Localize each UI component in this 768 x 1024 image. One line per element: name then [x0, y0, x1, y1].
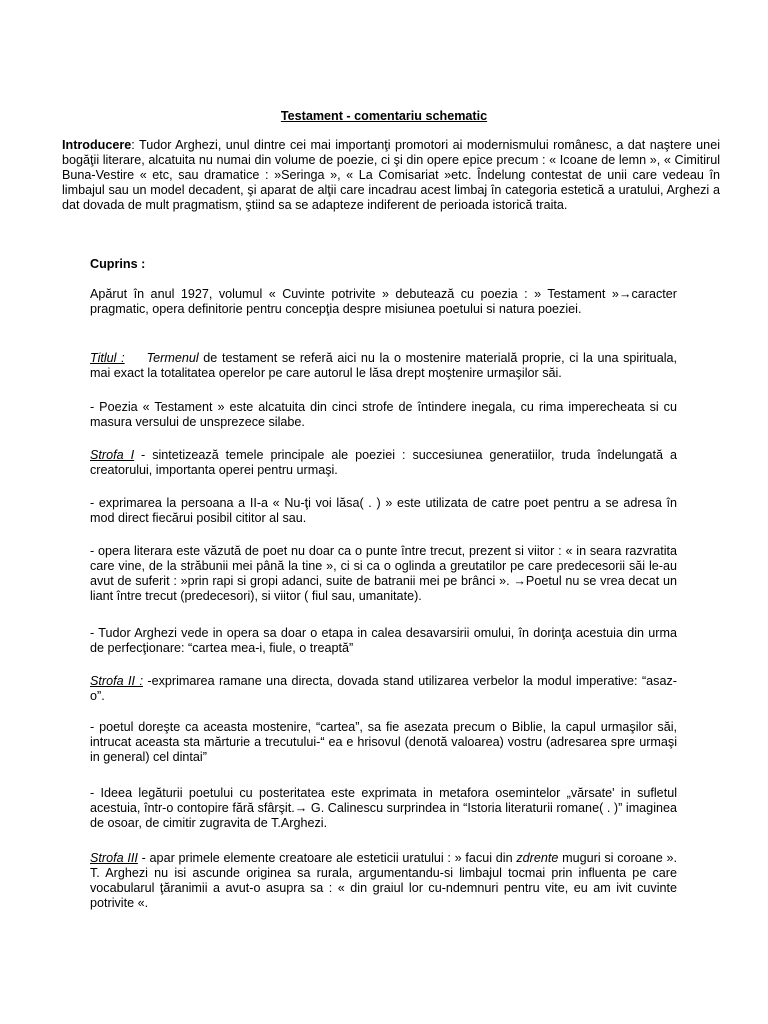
paragraph-step: - Tudor Arghezi vede in opera sa doar o etapa in calea desavarsirii omului, în dorinţa acestuia din urma de perfecţionare: “cartea mea-i, fiule, o treaptă”	[90, 626, 677, 655]
intro-label: Introducere	[62, 138, 132, 152]
strofa-1-text: - sintetizează temele principale ale poeziei : succesiunea generatiilor, truda îndelungată a creatorului, importanta operei pentru urmaşi.	[90, 448, 677, 477]
paragraph-title	[90, 351, 677, 381]
paragraph-address: - exprimarea la persoana a II-a « Nu-ţi voi lăsa( . ) » este utilizata de catre poet pentru a se adresa în mod direct fiecărui posibil cititor al sau.	[90, 496, 677, 525]
document-title: Testament - comentariu schematic	[280, 109, 488, 123]
title-italic: Termenul	[146, 351, 199, 365]
intro-text: : Tudor Arghezi, unul dintre cei mai importanţi promotori ai modernismului românesc, a dat naştere unei bogăţii literare, alcatuita nu numai din volume de poezie, ci şi din opere epice precum : « Icoane de lemn », « Cimitirul Buna-Vestire « etc, sau dramatice : »Seringa », « La Comisariat »etc. Îndelung contestat de unii care vedeau în limbajul sau un model decadent, şi aparat de alţii care incadrau acest limbaj în categoria estetică a uratului, Arghezi a dat dovada de mult pragmatism, ştiind sa se adapteze indiferent de perioada istorică traita.	[62, 138, 720, 212]
paragraph-strofa-2	[90, 674, 677, 704]
strofa-3-italic: zdrente	[516, 851, 559, 865]
title-label: Titlul :	[90, 351, 125, 365]
intro-paragraph	[62, 138, 720, 213]
paragraph-strofa-1	[90, 448, 677, 478]
strofa-3-label: Strofa III	[90, 851, 138, 865]
strofa-3-text-b: muguri si coroane ». T. Arghezi nu isi ascunde originea sa rurala, argumentandu-si limbajul tocmai prin influenta pe care vocabularul ţăranimii a avut-o asupra sa : « din graiul lor cu-ndemnuri pentru vite, eu am ivit cuvinte potrivite «.	[90, 851, 677, 910]
strofa-2-label: Strofa II :	[90, 674, 143, 688]
paragraph-bridge: - opera literara este văzută de poet nu doar ca o punte între trecut, prezent si viitor : « in seara razvratita care vine, de la străbunii mei până la tine », ci si ca o oglinda a greutatilor pe care predecesorii săi le-au avut de suferit : »prin rapi si gropi adanci, suite de batranii mei pe brânci ». →Poetul nu se vrea decat un liant între trecut (predecesori), si viitor ( fiul sau, umanitate).	[90, 544, 677, 603]
strofa-3-text-a: - apar primele elemente creatoare ale esteticii uratului : » facui din	[137, 851, 517, 865]
cuprins-heading: Cuprins :	[90, 257, 146, 271]
paragraph-bible: - poetul doreşte ca aceasta mostenire, “cartea”, sa fie asezata precum o Biblie, la capul urmaşilor săi, intrucat aceasta sta mărturie a trecutului-“ ea e hrisovul (denotă valoarea) vostru (adresarea spre urmaşi in general) cel dintai”	[90, 720, 677, 764]
title-text: de testament se referă aici nu la o mostenire materială proprie, ci la una spirituala, mai exact la totalitatea operelor pe care autorul le lăsa drept moştenire urmaşilor săi.	[90, 351, 677, 380]
strofa-1-label: Strofa I	[90, 448, 135, 462]
strofa-2-text: -exprimarea ramane una directa, dovada stand utilizarea verbelor la modul imperative: “asaz-o”.	[90, 674, 677, 703]
paragraph-strofa-3	[90, 851, 677, 911]
paragraph-structure: - Poezia « Testament » este alcatuita din cinci strofe de întindere inegala, cu rima imperecheata si cu masura versului de unsprezece silabe.	[90, 400, 677, 429]
paragraph-volume: Apărut în anul 1927, volumul « Cuvinte potrivite » debutează cu poezia : » Testament »→caracter pragmatic, opera definitorie pentru concepţia despre misiunea poetului si natura poeziei.	[90, 287, 677, 316]
paragraph-bones: - Ideea legăturii poetului cu posteritatea este exprimata in metafora osemintelor „vărsate' in sufletul acestuia, într-o contopire fără sfârşit.→ G. Calinescu surprindea in “Istoria literaturii romane( . )” imaginea de osoar, de cimitir zugravita de T.Arghezi.	[90, 786, 677, 830]
